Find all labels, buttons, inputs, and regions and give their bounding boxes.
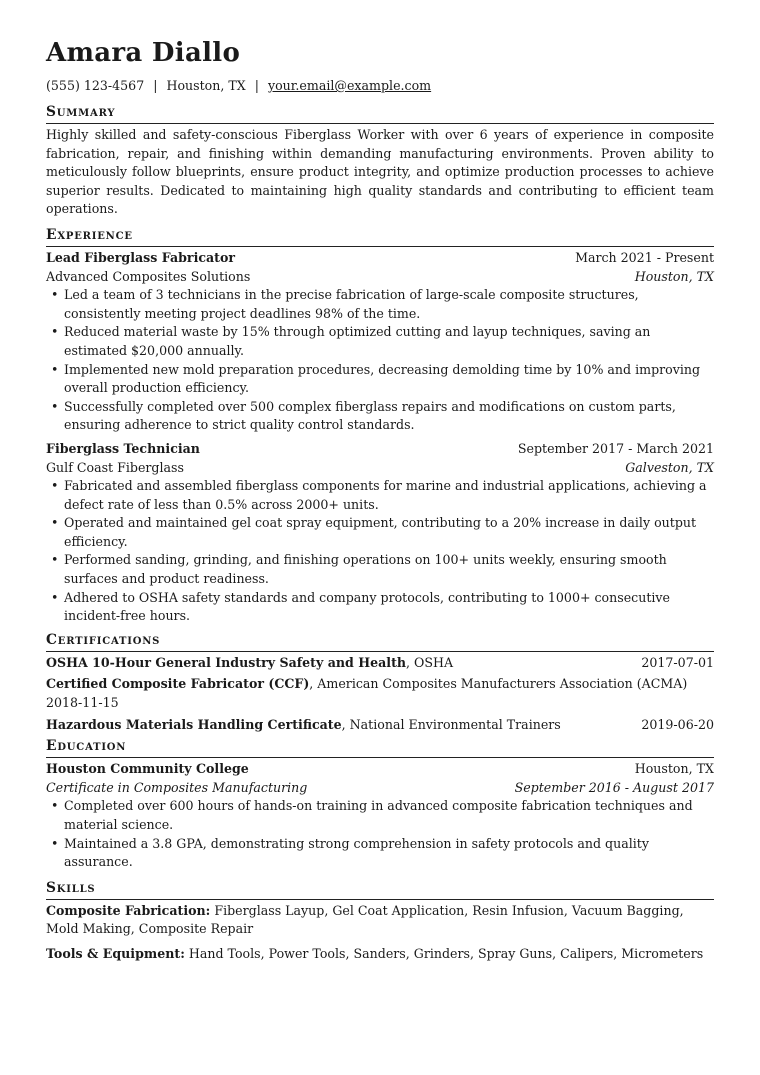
- bullet-item: [46, 477, 714, 514]
- bullet-text: Led a team of 3 technicians in the precise fabrication of large-scale composite structures, consistently meeting project deadlines 98% of the time.: [64, 287, 639, 321]
- certification-issuer: , OSHA: [406, 654, 454, 670]
- bullet-item: [46, 514, 714, 551]
- bullet-text: Performed sanding, grinding, and finishing operations on 100+ units weekly, ensuring smooth surfaces and product readiness.: [64, 552, 667, 587]
- bullet-item: [46, 323, 714, 360]
- job-dates: September 2017 - March 2021: [517, 440, 714, 456]
- certification-name: Certified Composite Fabricator (CCF): [46, 676, 310, 692]
- job-title: Fiberglass Technician: [46, 440, 200, 456]
- section-title-education: Education: [46, 737, 714, 758]
- candidate-name: Amara Diallo: [46, 38, 241, 68]
- certification-date: 2017-07-01: [641, 654, 714, 670]
- job-bullets: [46, 286, 714, 435]
- bullet-item: [46, 835, 714, 872]
- experience-entry: [46, 440, 714, 626]
- contact-line: [46, 77, 714, 95]
- job-location: Galveston, TX: [625, 459, 714, 475]
- certification-issuer: , National Environmental Trainers: [341, 716, 561, 732]
- skill-entry: [46, 945, 714, 964]
- skill-category: Tools & Equipment:: [46, 945, 185, 961]
- education-bullets: [46, 797, 714, 871]
- bullet-item: [46, 551, 714, 588]
- education-dates: September 2016 - August 2017: [514, 779, 714, 795]
- bullet-text: Implemented new mold preparation procedures, decreasing demolding time by 10% and improving overall production efficiency.: [64, 361, 701, 396]
- job-title: Lead Fiberglass Fabricator: [46, 249, 236, 265]
- education-entry: [46, 760, 714, 872]
- bullet-item: [46, 398, 714, 435]
- bullet-icon: •: [51, 515, 59, 531]
- bullet-item: [46, 589, 714, 626]
- certification-date: 2018-11-15: [46, 695, 119, 711]
- skill-entry: [46, 902, 714, 939]
- bullet-text: Completed over 600 hours of hands-on training in advanced composite fabrication techniques and material science.: [64, 798, 693, 832]
- bullet-item: [46, 361, 714, 398]
- bullet-icon: •: [51, 478, 59, 494]
- bullet-text: Reduced material waste by 15% through optimized cutting and layup techniques, saving an estimated $20,000 annually.: [64, 324, 651, 358]
- contact-separator: |: [153, 78, 158, 93]
- certification-entry: [46, 675, 714, 712]
- skill-list: Fiberglass Layup, Gel Coat Application, Resin Infusion, Vacuum Bagging, Mold Making, Composite Repair: [46, 902, 684, 937]
- phone-number: (555) 123-4567: [46, 78, 145, 93]
- job-bullets: [46, 477, 714, 626]
- bullet-text: Maintained a 3.8 GPA, demonstrating strong comprehension in safety protocols and quality assurance.: [64, 835, 649, 870]
- bullet-text: Adhered to OSHA safety standards and company protocols, contributing to 1000+ consecutive incident-free hours.: [64, 589, 670, 624]
- bullet-text: Fabricated and assembled fiberglass components for marine and industrial applications, achieving a defect rate of less than 0.5% across 2000+ units.: [64, 478, 707, 512]
- certification-date: 2019-06-20: [641, 716, 714, 732]
- section-title-experience: Experience: [46, 226, 714, 247]
- bullet-icon: •: [51, 324, 59, 340]
- bullet-icon: •: [51, 361, 59, 377]
- email-link[interactable]: your.email@example.com: [267, 78, 432, 93]
- certification-entry: [46, 716, 714, 735]
- experience-entry: [46, 249, 714, 435]
- section-title-skills: Skills: [46, 879, 714, 900]
- skill-category: Composite Fabrication:: [46, 902, 211, 918]
- section-title-certifications: Certifications: [46, 631, 714, 652]
- job-dates: March 2021 - Present: [575, 249, 714, 265]
- bullet-text: Operated and maintained gel coat spray equipment, contributing to a 20% increase in daily output efficiency.: [64, 515, 697, 549]
- bullet-item: [46, 286, 714, 323]
- summary-text: Highly skilled and safety-conscious Fiberglass Worker with over 6 years of experience in composite fabrication, repair, and finishing within demanding manufacturing environments. Proven ability to meticulously follow blueprints, ensure product integrity, and optimize production processes to achieve superior results. Dedicated to maintaining high quality standards and contributing to efficient team operations.: [46, 127, 714, 217]
- skill-list: Hand Tools, Power Tools, Sanders, Grinders, Spray Guns, Calipers, Micrometers: [188, 945, 704, 961]
- bullet-icon: •: [51, 835, 59, 851]
- bullet-icon: •: [51, 589, 59, 605]
- company-name: Gulf Coast Fiberglass: [46, 459, 184, 475]
- bullet-icon: •: [51, 552, 59, 568]
- certification-entry: [46, 654, 714, 673]
- job-location: Houston, TX: [634, 268, 714, 284]
- certification-name: OSHA 10-Hour General Industry Safety and Health: [46, 654, 407, 670]
- location: Houston, TX: [166, 78, 246, 93]
- bullet-text: Successfully completed over 500 complex fiberglass repairs and modifications on custom parts, ensuring adherence to strict quality control standards.: [64, 398, 676, 433]
- company-name: Advanced Composites Solutions: [46, 268, 251, 284]
- school-location: Houston, TX: [634, 761, 714, 777]
- bullet-icon: •: [51, 287, 59, 303]
- resume-page: [46, 38, 714, 970]
- contact-separator: |: [254, 78, 259, 93]
- bullet-icon: •: [51, 398, 59, 414]
- program-name: Certificate in Composites Manufacturing: [46, 779, 308, 795]
- bullet-icon: •: [51, 798, 59, 814]
- bullet-item: [46, 797, 714, 834]
- section-title-summary: Summary: [46, 103, 714, 124]
- certification-name: Hazardous Materials Handling Certificate: [46, 716, 342, 732]
- certification-issuer: , American Composites Manufacturers Association (ACMA): [309, 676, 688, 692]
- school-name: Houston Community College: [46, 761, 249, 777]
